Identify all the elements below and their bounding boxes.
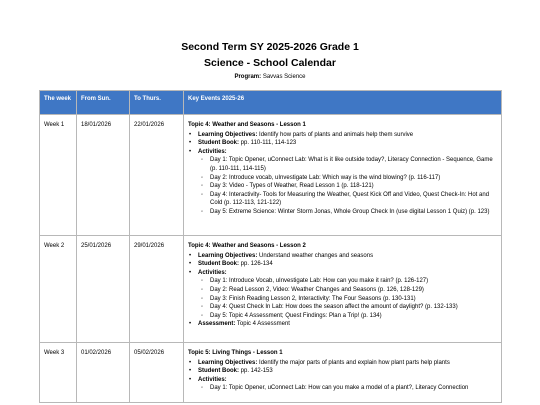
activity-day: ◦ Day 4: Interactivity- Tools for Measuring the Weather, Quest Kick Off and Video, Quest Check-In: Hot and Cold (p. 112-113, 121-122) xyxy=(208,191,497,208)
table-row xyxy=(40,115,502,236)
activity-days-list xyxy=(198,156,497,216)
column-header-week: The week xyxy=(40,91,77,115)
week-cell: Week 2 xyxy=(40,236,77,343)
to-date-cell: 22/01/2026 xyxy=(130,115,184,236)
student-book-item xyxy=(196,260,497,269)
program-value: Savvas Science xyxy=(262,74,306,80)
objectives-text: Identify the major parts of plants and explain how plant parts help plants xyxy=(259,359,450,366)
table-header-row xyxy=(40,91,502,115)
from-date-cell: 01/02/2026 xyxy=(77,343,130,403)
objectives-label: Learning Objectives: xyxy=(198,359,258,366)
activities-item xyxy=(196,269,497,321)
objectives-text: Identify how parts of plants and animals help them survive xyxy=(259,131,414,138)
activities-label: Activities: xyxy=(198,269,227,276)
table-row xyxy=(40,236,502,343)
activity-day: ◦ Day 3: Finish Reading Lesson 2, Interactivity: The Four Seasons (p. 130-131) xyxy=(208,295,497,304)
student-book-pages: pp. 110-111, 114-123 xyxy=(240,140,297,147)
objectives-label: Learning Objectives: xyxy=(198,252,258,259)
activity-day: ◦ Day 4: Quest Check In Lab: How does the season affect the amount of daylight? (p. 132-133) xyxy=(208,303,497,312)
activities-item xyxy=(196,148,497,217)
program-line xyxy=(0,74,540,80)
week-cell: Week 3 xyxy=(40,343,77,403)
objectives-text: Understand weather changes and seasons xyxy=(259,252,374,259)
from-date-cell: 25/01/2026 xyxy=(77,236,130,343)
student-book-item xyxy=(196,139,497,148)
to-date-cell: 29/01/2026 xyxy=(130,236,184,343)
to-date-cell: 05/02/2026 xyxy=(130,343,184,403)
activity-day: ◦ Day 2: Read Lesson 2, Video: Weather Changes and Seasons (p. 126, 128-129) xyxy=(208,286,497,295)
calendar-table xyxy=(39,90,502,403)
activity-day: ◦ Day 5: Extreme Science: Winter Storm Jonas, Whole Group Check In (use digital Lesson 1 Quiz) (p. 123) xyxy=(208,208,497,217)
key-events-cell xyxy=(184,115,502,236)
lesson-details xyxy=(188,131,497,217)
student-book-pages: pp. 126-134 xyxy=(240,261,273,268)
activity-day: ◦ Day 1: Introduce Vocab, uInvestigate Lab: How can you make it rain? (p. 126-127) xyxy=(208,277,497,286)
topic-heading: Topic 5: Living Things - Lesson 1 xyxy=(188,350,283,356)
activity-day: ◦ Day 1: Topic Opener, uConnect Lab: What is it like outside today?, Literacy Connection - Sequence, Game (p. 110-111, 114-115) xyxy=(208,156,497,173)
objectives-label: Learning Objectives: xyxy=(198,131,258,138)
student-book-pages: pp. 142-153 xyxy=(240,368,273,375)
assessment-text: Topic 4 Assessment xyxy=(236,321,290,328)
column-header-events: Key Events 2025-26 xyxy=(184,91,502,115)
activities-item xyxy=(196,376,497,393)
lesson-details xyxy=(188,252,497,329)
topic-heading: Topic 4: Weather and Seasons - Lesson 1 xyxy=(188,122,306,128)
week-cell: Week 1 xyxy=(40,115,77,236)
key-events-cell xyxy=(184,343,502,403)
objectives-item xyxy=(196,252,497,261)
student-book-label: Student Book: xyxy=(198,368,239,375)
objectives-item xyxy=(196,131,497,140)
topic-heading: Topic 4: Weather and Seasons - Lesson 2 xyxy=(188,243,306,249)
activity-days-list xyxy=(198,277,497,320)
student-book-label: Student Book: xyxy=(198,261,239,268)
document-title: Second Term SY 2025-2026 Grade 1 xyxy=(181,41,359,53)
activity-days-list xyxy=(198,384,497,393)
activity-day: ◦ Day 3: Video - Types of Weather, Read Lesson 1 (p. 118-121) xyxy=(208,182,497,191)
assessment-label: Assessment: xyxy=(198,321,236,328)
activities-label: Activities: xyxy=(198,376,227,383)
student-book-item xyxy=(196,367,497,376)
student-book-label: Student Book: xyxy=(198,140,239,147)
program-label: Program: xyxy=(234,74,262,80)
activities-label: Activities: xyxy=(198,148,227,155)
key-events-cell xyxy=(184,236,502,343)
assessment-item xyxy=(196,320,497,329)
document-subtitle: Science - School Calendar xyxy=(204,57,336,69)
column-header-to: To Thurs. xyxy=(130,91,184,115)
objectives-item xyxy=(196,359,497,368)
from-date-cell: 18/01/2026 xyxy=(77,115,130,236)
activity-day: ◦ Day 1: Topic Opener, uConnect Lab: How can you make a model of a plant?, Literacy Connection xyxy=(208,384,497,393)
activity-day: ◦ Day 2: Introduce vocab, uInvestigate Lab: Which way is the wind blowing? (p. 116-117) xyxy=(208,174,497,183)
column-header-from: From Sun. xyxy=(77,91,130,115)
activity-day: ◦ Day 5: Topic 4 Assessment; Quest Findings: Plan a Trip! (p. 134) xyxy=(208,312,497,321)
lesson-details xyxy=(188,359,497,393)
table-row xyxy=(40,343,502,403)
